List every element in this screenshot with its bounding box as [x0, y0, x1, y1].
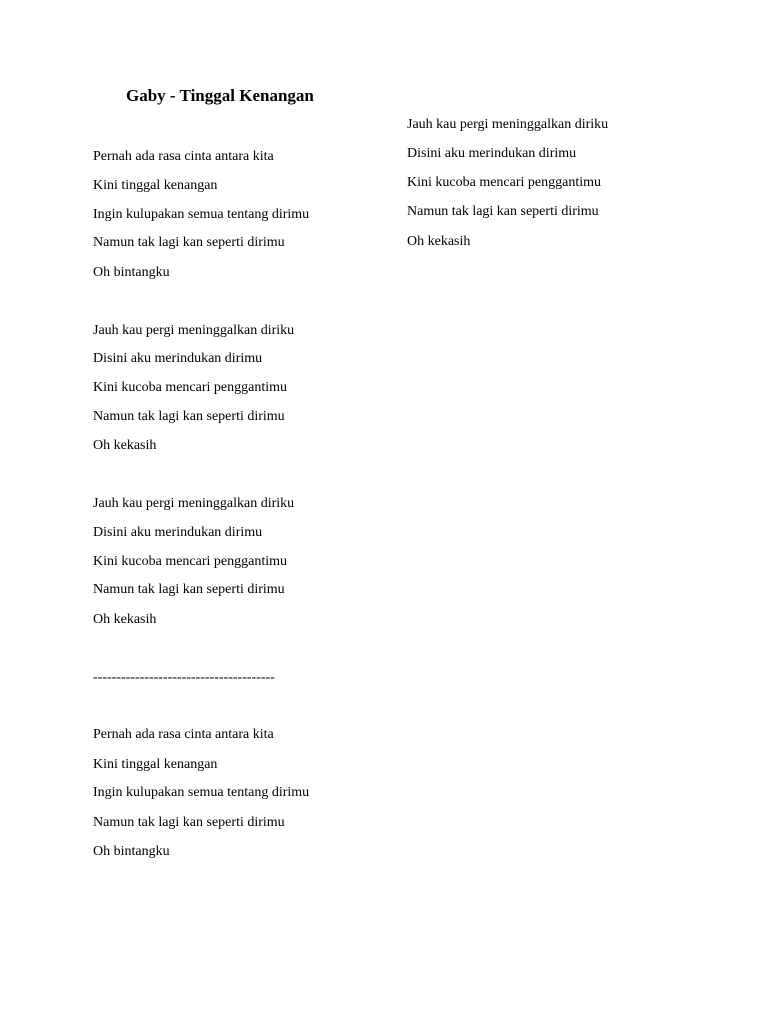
lyric-line: Oh kekasih [93, 438, 157, 453]
lyric-line: Oh bintangku [93, 844, 170, 859]
lyric-line: Namun tak lagi kan seperti dirimu [93, 582, 285, 597]
separator-line: --------------------------------------- [93, 670, 275, 685]
lyric-line: Jauh kau pergi meninggalkan diriku [93, 496, 295, 511]
lyric-line: Oh kekasih [407, 234, 471, 249]
lyric-line: Namun tak lagi kan seperti dirimu [93, 815, 285, 830]
lyric-line: Oh kekasih [93, 612, 157, 627]
lyric-line: Kini kucoba mencari penggantimu [93, 554, 287, 569]
lyric-line: Ingin kulupakan semua tentang dirimu [93, 207, 310, 222]
lyric-line: Namun tak lagi kan seperti dirimu [93, 235, 285, 250]
lyric-line: Jauh kau pergi meninggalkan diriku [93, 323, 295, 338]
lyric-line: Namun tak lagi kan seperti dirimu [93, 409, 285, 424]
lyric-line: Pernah ada rasa cinta antara kita [93, 727, 274, 742]
song-title: Gaby - Tinggal Kenangan [126, 86, 314, 105]
lyric-line: Disini aku merindukan dirimu [93, 351, 263, 366]
lyric-line: Kini tinggal kenangan [93, 178, 218, 193]
lyric-line: Kini kucoba mencari penggantimu [407, 175, 601, 190]
lyric-line: Kini tinggal kenangan [93, 757, 218, 772]
lyric-line: Pernah ada rasa cinta antara kita [93, 149, 274, 164]
lyric-line: Ingin kulupakan semua tentang dirimu [93, 785, 310, 800]
lyric-line: Namun tak lagi kan seperti dirimu [407, 204, 599, 219]
lyric-line: Disini aku merindukan dirimu [93, 525, 263, 540]
lyric-line: Oh bintangku [93, 265, 170, 280]
lyric-line: Kini kucoba mencari penggantimu [93, 380, 287, 395]
lyric-line: Disini aku merindukan dirimu [407, 146, 577, 161]
lyric-line: Jauh kau pergi meninggalkan diriku [407, 117, 609, 132]
